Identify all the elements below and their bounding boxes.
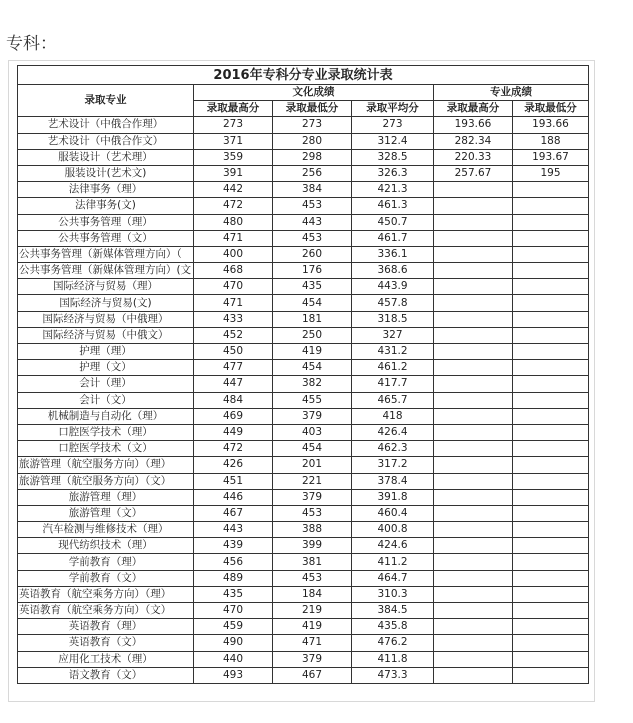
major-cell: 会计（文） [18, 392, 194, 408]
culture-min-cell: 454 [273, 441, 352, 457]
culture-min-cell: 435 [273, 279, 352, 295]
special-max-cell [434, 182, 513, 198]
culture-min-cell: 381 [273, 554, 352, 570]
special-min-cell [513, 538, 589, 554]
culture-avg-cell: 461.7 [352, 230, 434, 246]
special-max-cell [434, 295, 513, 311]
major-cell: 旅游管理（文） [18, 505, 194, 521]
special-min-cell [513, 667, 589, 683]
table-row [18, 473, 589, 489]
culture-max-cell: 472 [194, 198, 273, 214]
major-cell: 服装设计(艺术文) [18, 165, 194, 181]
table-body [18, 117, 589, 684]
culture-min-cell: 384 [273, 182, 352, 198]
culture-min-cell: 453 [273, 230, 352, 246]
table-row [18, 538, 589, 554]
culture-avg-cell: 328.5 [352, 149, 434, 165]
culture-avg-cell: 312.4 [352, 133, 434, 149]
sub-header-special-min: 录取最低分 [513, 101, 589, 117]
culture-min-cell: 403 [273, 424, 352, 440]
culture-avg-cell: 465.7 [352, 392, 434, 408]
culture-avg-cell: 417.7 [352, 376, 434, 392]
culture-avg-cell: 418 [352, 408, 434, 424]
sub-header-culture-min: 录取最低分 [273, 101, 352, 117]
special-min-cell [513, 408, 589, 424]
culture-avg-cell: 461.2 [352, 360, 434, 376]
major-cell: 国际经济与贸易（中俄文） [18, 327, 194, 343]
culture-max-cell: 391 [194, 165, 273, 181]
special-min-cell [513, 279, 589, 295]
culture-min-cell: 467 [273, 667, 352, 683]
special-min-cell [513, 651, 589, 667]
table-row [18, 457, 589, 473]
culture-max-cell: 470 [194, 279, 273, 295]
major-cell: 公共事务管理（理） [18, 214, 194, 230]
culture-avg-cell: 317.2 [352, 457, 434, 473]
culture-min-cell: 379 [273, 489, 352, 505]
culture-max-cell: 371 [194, 133, 273, 149]
culture-max-cell: 484 [194, 392, 273, 408]
culture-max-cell: 469 [194, 408, 273, 424]
special-max-cell [434, 603, 513, 619]
table-row [18, 311, 589, 327]
table-row [18, 376, 589, 392]
special-max-cell [434, 441, 513, 457]
special-max-cell [434, 457, 513, 473]
table-row [18, 570, 589, 586]
major-cell: 机械制造与自动化（理） [18, 408, 194, 424]
culture-max-cell: 459 [194, 619, 273, 635]
culture-max-cell: 489 [194, 570, 273, 586]
table-row [18, 408, 589, 424]
culture-avg-cell: 336.1 [352, 246, 434, 262]
special-min-cell [513, 214, 589, 230]
culture-min-cell: 379 [273, 651, 352, 667]
culture-avg-cell: 473.3 [352, 667, 434, 683]
table-row [18, 198, 589, 214]
major-cell: 护理（理） [18, 344, 194, 360]
major-cell: 护理（文） [18, 360, 194, 376]
major-cell: 汽车检测与维修技术（理） [18, 522, 194, 538]
major-cell: 旅游管理（理） [18, 489, 194, 505]
special-max-cell [434, 214, 513, 230]
table-row [18, 327, 589, 343]
special-max-cell [434, 489, 513, 505]
culture-max-cell: 452 [194, 327, 273, 343]
culture-min-cell: 280 [273, 133, 352, 149]
culture-max-cell: 471 [194, 230, 273, 246]
major-cell: 会计（理） [18, 376, 194, 392]
culture-min-cell: 256 [273, 165, 352, 181]
culture-max-cell: 440 [194, 651, 273, 667]
special-min-cell: 195 [513, 165, 589, 181]
culture-max-cell: 468 [194, 263, 273, 279]
culture-avg-cell: 461.3 [352, 198, 434, 214]
section-heading: 专科： [6, 34, 57, 54]
special-min-cell [513, 586, 589, 602]
culture-avg-cell: 476.2 [352, 635, 434, 651]
culture-avg-cell: 431.2 [352, 344, 434, 360]
special-max-cell [434, 311, 513, 327]
special-min-cell [513, 554, 589, 570]
table-image-frame [8, 60, 595, 702]
culture-avg-cell: 318.5 [352, 311, 434, 327]
culture-max-cell: 493 [194, 667, 273, 683]
special-min-cell [513, 457, 589, 473]
table-row [18, 441, 589, 457]
culture-max-cell: 450 [194, 344, 273, 360]
culture-min-cell: 419 [273, 344, 352, 360]
major-cell: 英语教育（文） [18, 635, 194, 651]
special-max-cell [434, 538, 513, 554]
special-min-cell [513, 311, 589, 327]
culture-min-cell: 260 [273, 246, 352, 262]
major-cell: 英语教育（航空乘务方向）（文） [18, 603, 194, 619]
special-min-cell [513, 198, 589, 214]
culture-max-cell: 467 [194, 505, 273, 521]
culture-max-cell: 442 [194, 182, 273, 198]
culture-max-cell: 471 [194, 295, 273, 311]
major-cell: 口腔医学技术（文） [18, 441, 194, 457]
culture-min-cell: 221 [273, 473, 352, 489]
special-max-cell [434, 570, 513, 586]
col-header-major: 录取专业 [18, 85, 194, 117]
culture-min-cell: 399 [273, 538, 352, 554]
group-header-special: 专业成绩 [434, 85, 589, 101]
culture-min-cell: 379 [273, 408, 352, 424]
table-row [18, 344, 589, 360]
special-max-cell [434, 327, 513, 343]
special-min-cell [513, 619, 589, 635]
table-row [18, 619, 589, 635]
table-row [18, 279, 589, 295]
special-max-cell: 257.67 [434, 165, 513, 181]
major-cell: 英语教育（理） [18, 619, 194, 635]
major-cell: 应用化工技术（理） [18, 651, 194, 667]
major-cell: 国际经济与贸易（中俄理） [18, 311, 194, 327]
culture-avg-cell: 327 [352, 327, 434, 343]
special-max-cell [434, 246, 513, 262]
major-cell: 公共事务管理（新媒体管理方向）(文 [18, 263, 194, 279]
table-row [18, 635, 589, 651]
table-row [18, 295, 589, 311]
table-row [18, 133, 589, 149]
table-row [18, 489, 589, 505]
culture-avg-cell: 310.3 [352, 586, 434, 602]
culture-min-cell: 419 [273, 619, 352, 635]
culture-max-cell: 446 [194, 489, 273, 505]
culture-avg-cell: 426.4 [352, 424, 434, 440]
culture-max-cell: 456 [194, 554, 273, 570]
special-max-cell [434, 651, 513, 667]
table-row [18, 586, 589, 602]
special-min-cell [513, 603, 589, 619]
table-row [18, 667, 589, 683]
major-cell: 学前教育（文） [18, 570, 194, 586]
special-max-cell [434, 554, 513, 570]
table-row [18, 149, 589, 165]
culture-avg-cell: 368.6 [352, 263, 434, 279]
special-max-cell: 220.33 [434, 149, 513, 165]
special-min-cell: 188 [513, 133, 589, 149]
table-row [18, 424, 589, 440]
culture-avg-cell: 384.5 [352, 603, 434, 619]
culture-min-cell: 184 [273, 586, 352, 602]
special-min-cell [513, 635, 589, 651]
sub-header-culture-max: 录取最高分 [194, 101, 273, 117]
table-row [18, 246, 589, 262]
sub-header-culture-avg: 录取平均分 [352, 101, 434, 117]
major-cell: 法律事务(文) [18, 198, 194, 214]
culture-max-cell: 400 [194, 246, 273, 262]
special-max-cell [434, 360, 513, 376]
special-max-cell [434, 667, 513, 683]
culture-max-cell: 435 [194, 586, 273, 602]
major-cell: 口腔医学技术（理） [18, 424, 194, 440]
culture-max-cell: 447 [194, 376, 273, 392]
culture-min-cell: 219 [273, 603, 352, 619]
special-min-cell [513, 570, 589, 586]
table-row [18, 117, 589, 133]
culture-avg-cell: 443.9 [352, 279, 434, 295]
culture-min-cell: 382 [273, 376, 352, 392]
culture-min-cell: 201 [273, 457, 352, 473]
special-max-cell [434, 505, 513, 521]
special-max-cell [434, 198, 513, 214]
major-cell: 现代纺织技术（理） [18, 538, 194, 554]
culture-max-cell: 449 [194, 424, 273, 440]
culture-max-cell: 426 [194, 457, 273, 473]
culture-max-cell: 273 [194, 117, 273, 133]
table-row [18, 230, 589, 246]
special-max-cell [434, 408, 513, 424]
table-row [18, 182, 589, 198]
table-row [18, 165, 589, 181]
culture-max-cell: 472 [194, 441, 273, 457]
table-row [18, 263, 589, 279]
culture-min-cell: 453 [273, 198, 352, 214]
special-min-cell: 193.66 [513, 117, 589, 133]
special-max-cell [434, 279, 513, 295]
table-row [18, 603, 589, 619]
special-max-cell: 193.66 [434, 117, 513, 133]
major-cell: 公共事务管理（文） [18, 230, 194, 246]
major-cell: 英语教育（航空乘务方向）（理） [18, 586, 194, 602]
culture-avg-cell: 273 [352, 117, 434, 133]
special-min-cell [513, 392, 589, 408]
special-min-cell [513, 522, 589, 538]
special-min-cell [513, 473, 589, 489]
culture-min-cell: 453 [273, 505, 352, 521]
culture-avg-cell: 326.3 [352, 165, 434, 181]
table-row [18, 554, 589, 570]
major-cell: 艺术设计（中俄合作文） [18, 133, 194, 149]
culture-min-cell: 388 [273, 522, 352, 538]
culture-avg-cell: 424.6 [352, 538, 434, 554]
special-min-cell [513, 360, 589, 376]
culture-avg-cell: 464.7 [352, 570, 434, 586]
major-cell: 旅游管理（航空服务方向）（理） [18, 457, 194, 473]
major-cell: 艺术设计（中俄合作理） [18, 117, 194, 133]
special-min-cell [513, 246, 589, 262]
culture-avg-cell: 378.4 [352, 473, 434, 489]
special-max-cell [434, 424, 513, 440]
culture-min-cell: 471 [273, 635, 352, 651]
culture-avg-cell: 411.2 [352, 554, 434, 570]
major-cell: 国际经济与贸易（理） [18, 279, 194, 295]
culture-max-cell: 470 [194, 603, 273, 619]
culture-avg-cell: 421.3 [352, 182, 434, 198]
culture-avg-cell: 450.7 [352, 214, 434, 230]
major-cell: 学前教育（理） [18, 554, 194, 570]
special-max-cell [434, 522, 513, 538]
special-max-cell [434, 473, 513, 489]
culture-max-cell: 480 [194, 214, 273, 230]
special-min-cell [513, 441, 589, 457]
culture-min-cell: 454 [273, 295, 352, 311]
special-max-cell [434, 344, 513, 360]
culture-min-cell: 176 [273, 263, 352, 279]
culture-avg-cell: 400.8 [352, 522, 434, 538]
table-row [18, 505, 589, 521]
sub-header-special-max: 录取最高分 [434, 101, 513, 117]
major-cell: 国际经济与贸易(文) [18, 295, 194, 311]
special-min-cell [513, 376, 589, 392]
culture-min-cell: 273 [273, 117, 352, 133]
special-min-cell [513, 344, 589, 360]
culture-avg-cell: 391.8 [352, 489, 434, 505]
culture-max-cell: 359 [194, 149, 273, 165]
culture-min-cell: 250 [273, 327, 352, 343]
table-row [18, 360, 589, 376]
special-min-cell [513, 327, 589, 343]
culture-avg-cell: 411.8 [352, 651, 434, 667]
culture-max-cell: 439 [194, 538, 273, 554]
special-max-cell [434, 635, 513, 651]
table-row [18, 214, 589, 230]
culture-max-cell: 490 [194, 635, 273, 651]
culture-avg-cell: 460.4 [352, 505, 434, 521]
special-min-cell [513, 295, 589, 311]
major-cell: 法律事务（理） [18, 182, 194, 198]
special-min-cell [513, 263, 589, 279]
culture-avg-cell: 435.8 [352, 619, 434, 635]
culture-max-cell: 443 [194, 522, 273, 538]
culture-max-cell: 477 [194, 360, 273, 376]
special-max-cell [434, 619, 513, 635]
special-max-cell [434, 376, 513, 392]
table-row [18, 651, 589, 667]
major-cell: 服装设计（艺术理） [18, 149, 194, 165]
special-min-cell [513, 424, 589, 440]
special-min-cell [513, 489, 589, 505]
special-min-cell [513, 505, 589, 521]
special-max-cell [434, 263, 513, 279]
culture-min-cell: 298 [273, 149, 352, 165]
special-min-cell [513, 230, 589, 246]
special-min-cell [513, 182, 589, 198]
culture-min-cell: 455 [273, 392, 352, 408]
culture-max-cell: 433 [194, 311, 273, 327]
table-row [18, 392, 589, 408]
table-row [18, 522, 589, 538]
culture-min-cell: 443 [273, 214, 352, 230]
culture-min-cell: 181 [273, 311, 352, 327]
special-max-cell [434, 230, 513, 246]
special-max-cell: 282.34 [434, 133, 513, 149]
major-cell: 语文教育（文） [18, 667, 194, 683]
table-title: 2016年专科分专业录取统计表 [18, 66, 589, 85]
special-max-cell [434, 586, 513, 602]
culture-avg-cell: 457.8 [352, 295, 434, 311]
culture-min-cell: 454 [273, 360, 352, 376]
culture-max-cell: 451 [194, 473, 273, 489]
culture-avg-cell: 462.3 [352, 441, 434, 457]
special-max-cell [434, 392, 513, 408]
major-cell: 公共事务管理（新媒体管理方向）（ [18, 246, 194, 262]
group-header-culture: 文化成绩 [194, 85, 434, 101]
culture-min-cell: 453 [273, 570, 352, 586]
major-cell: 旅游管理（航空服务方向）（文） [18, 473, 194, 489]
admission-stats-table [17, 65, 589, 684]
special-min-cell: 193.67 [513, 149, 589, 165]
